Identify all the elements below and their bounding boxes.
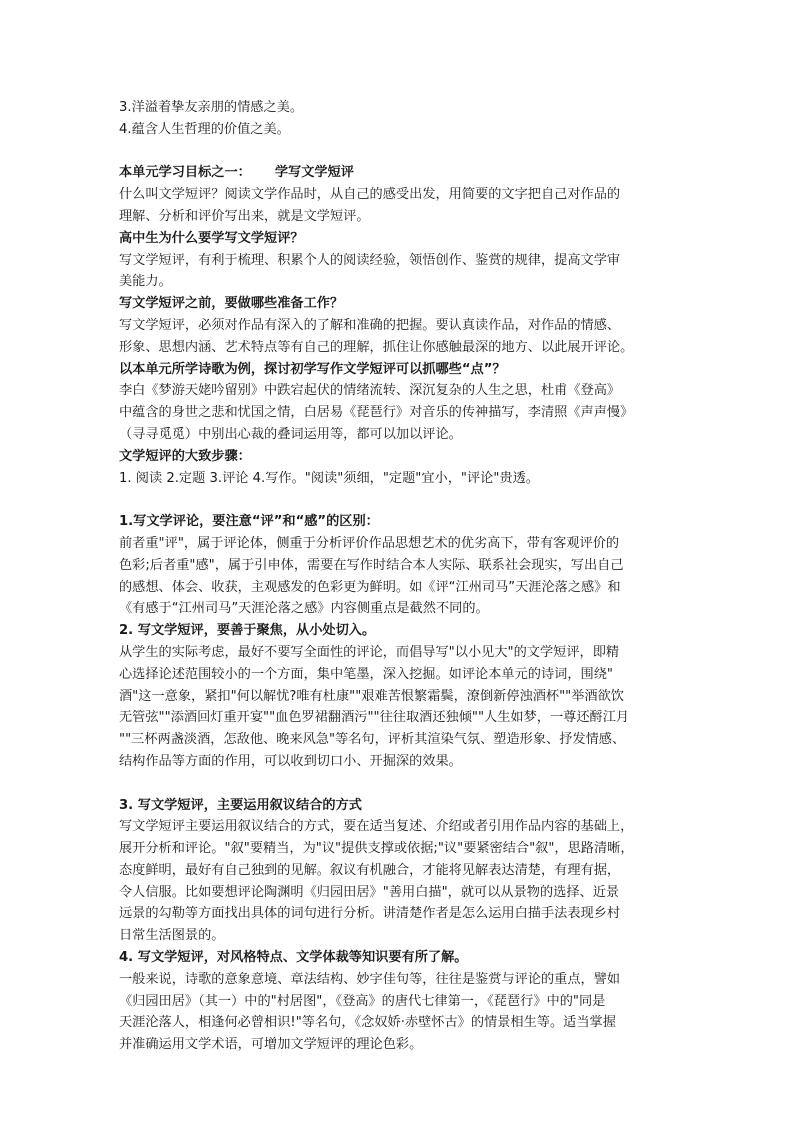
- qa-answer-line: 中蕴含的身世之悲和忧国之情，白居易《琵琶行》对音乐的传神描写，李清照《声声慢》: [119, 405, 634, 421]
- unit-goal-heading: [119, 162, 679, 184]
- point-body-line: 前者重"评"，属于评论体，侧重于分析评价作品思想艺术的优劣高下，带有客观评价的: [119, 535, 620, 551]
- document-page: [119, 97, 679, 1056]
- qa-question: 文学短评的大致步骤：: [119, 448, 251, 464]
- point-body-line: 远景的勾勒等方面找出具体的词句进行分析。讲清楚作者是怎么运用白描手法表现乡村: [119, 906, 621, 922]
- point-body-line: 《归园田居》（其一）中的"村居图"，《登高》的唐代七律第一，《琵琶行》中的"同是: [119, 993, 606, 1009]
- point-body-line: 令人信服。比如要想评论陶渊明《归园田居》"善用白描"，就可以从景物的选择、近景: [119, 884, 620, 900]
- point-body-line: 心选择论述范围较小的一个方面，集中笔墨，深入挖掘。如评论本单元的诗词，围绕": [119, 666, 613, 682]
- point-body-line: 的感想、体会、收获，主观感发的色彩更为鲜明。如《评“江州司马”天涯沦落之感》和: [119, 579, 621, 595]
- qa-question: 写文学短评之前，要做哪些准备工作？: [119, 296, 344, 312]
- point-heading: 2. 写文学短评，要善于聚焦，从小处切入。: [119, 623, 376, 639]
- point-body-line: 无管弦""添酒回灯重开宴""血色罗裙翻酒污""往往取酒还独倾""人生如梦，一尊还酹江月: [119, 710, 630, 726]
- point-body-line: 态度鲜明，最好有自己独到的见解。叙议有机融合，才能将见解表达清楚，有理有据，: [119, 862, 621, 878]
- goal-title: 学写文学短评: [274, 165, 354, 181]
- intro-line-4: 4.蕴含人生哲理的价值之美。: [119, 121, 290, 137]
- point-body-line: 写文学短评主要运用叙议结合的方式，要在适当复述、介绍或者引用作品内容的基础上，: [119, 819, 634, 835]
- point-heading: 1.写文学评论，要注意“评”和“感”的区别：: [119, 514, 379, 530]
- qa-answer-line: 形象、思想内涵、艺术特点等有自己的理解，抓住让你感触最深的地方、以此展开评论。: [119, 339, 634, 355]
- point-body-line: 展开分析和评论。"叙"要精当，为"议"提供支撑或依据;"议"要紧密结合"叙"，思路清晰，: [119, 841, 634, 857]
- point-body-line: 日常生活图景的。: [119, 928, 225, 944]
- qa-question: 以本单元所学诗歌为例，探讨初学写作文学短评可以抓哪些“点”？: [119, 361, 506, 377]
- point-heading: 3. 写文学短评，主要运用叙议结合的方式: [119, 797, 362, 813]
- point-body-line: 从学生的实际考虑，最好不要写全面性的评论，而倡导写"以小见大"的文学短评，即精: [119, 644, 620, 660]
- intro-line-3: 3.洋溢着挚友亲朋的情感之美。: [119, 100, 304, 115]
- goal-prefix: 本单元学习目标之一：: [119, 165, 251, 181]
- qa-answer-line: 写文学短评，有利于梳理、积累个人的阅读经验，领悟创作、鉴赏的规律，提高文学审: [119, 252, 621, 268]
- qa-answer-line: 理解、分析和评价写出来，就是文学短评。: [119, 208, 370, 224]
- point-body-line: 天涯沦落人，相逢何必曾相识!"等名句，《念奴娇·赤壁怀古》的情景相生等。适当掌握: [119, 1015, 616, 1031]
- point-heading: 4. 写文学短评，对风格特点、文学体裁等知识要有所了解。: [119, 950, 468, 966]
- qa-question: 高中生为什么要学写文学短评？: [119, 230, 304, 246]
- point-body-line: 结构作品等方面的作用，可以收到切口小、开掘深的效果。: [119, 753, 462, 769]
- point-body-line: ""三杯两盏淡酒，怎敌他、晚来风急"等名句，评析其渲染气氛、塑造形象、抒发情感、: [119, 732, 626, 748]
- qa-answer-line: 李白《梦游天姥吟留别》中跌宕起伏的情绪流转、深沉复杂的人生之思，杜甫《登高》: [119, 383, 621, 399]
- qa-answer-line: （寻寻觅觅）中别出心裁的叠词运用等，都可以加以评论。: [119, 426, 462, 442]
- point-body-line: 酒"这一意象，紧扣"何以解忧?唯有杜康""艰难苦恨繁霜鬓，潦倒新停浊酒杯""举酒欲饮: [119, 688, 624, 704]
- qa-answer-line: 1. 阅读 2.定题 3.评论 4.写作。"阅读"须细，"定题"宜小，"评论"贵透。: [119, 470, 539, 486]
- qa-answer-line: 美能力。: [119, 274, 172, 290]
- qa-answer-line: 什么叫文学短评？阅读文学作品时，从自己的感受出发，用简要的文字把自己对作品的: [119, 187, 621, 203]
- point-body-line: 一般来说，诗歌的意象意境、章法结构、妙字佳句等，往往是鉴赏与评论的重点，譬如: [119, 971, 621, 987]
- qa-answer-line: 写文学短评，必须对作品有深入的了解和准确的把握。要认真读作品，对作品的情感、: [119, 317, 621, 333]
- point-body-line: 并准确运用文学术语，可增加文学短评的理论色彩。: [119, 1037, 423, 1053]
- point-body-line: 《有感于“江州司马”天涯沦落之感》内容侧重点是截然不同的。: [119, 601, 489, 617]
- point-body-line: 色彩;后者重"感"，属于引申体，需要在写作时结合本人实际、联系社会现实，写出自己: [119, 557, 624, 573]
